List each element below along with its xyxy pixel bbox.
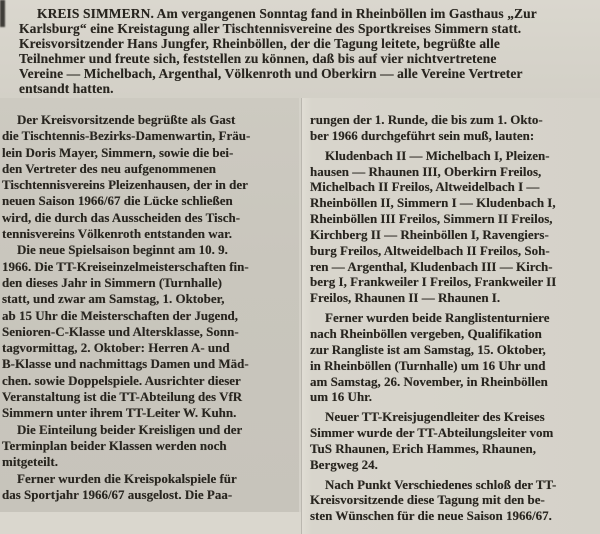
text-line: Die Einteilung beider Kreisligen und der — [17, 421, 243, 437]
text-line: tennisvereins Völkenroth entstanden war. — [2, 226, 232, 242]
text-line: am Samstag, 26. November, in Rheinböllen — [310, 373, 548, 389]
text-line: Senioren-C-Klasse und Altersklasse, Sonn- — [2, 323, 239, 339]
text-line: Freilos, Rhaunen II — Rhaunen I. — [310, 290, 501, 306]
text-line: burg Freilos, Altweidelbach II Freilos, Soh- — [310, 242, 550, 258]
text-line: Rheinböllen III Freilos, Simmern II Freilos, — [310, 211, 553, 227]
text-line: Vereine — Michelbach, Argenthal, Völkenroth und Oberkirn — alle Vereine Vertreter — [19, 66, 523, 81]
text-line: KREIS SIMMERN. Am vergangenen Sonntag fand in Rheinböllen im Gasthaus „Zur — [37, 6, 537, 21]
text-line: wird, die durch das Ausscheiden des Tisch- — [2, 209, 241, 225]
text-line: ber 1966 durchgeführt sein muß, lauten: — [310, 127, 535, 143]
text-line: neuen Saison 1966/67 die Lücke schließen — [2, 193, 233, 209]
text-line: Die neue Spielsaison beginnt am 10. 9. — [17, 242, 228, 258]
text-line: das Sportjahr 1966/67 ausgelost. Die Paa- — [2, 486, 233, 502]
scan-edge-artifact — [0, 0, 5, 27]
paragraph — [310, 310, 596, 405]
text-line: Der Kreisvorsitzende begrüßte als Gast — [17, 112, 236, 127]
text-line: Tischtennisvereins Pleizenhausen, der in der — [2, 177, 248, 193]
text-line: Neuer TT-Kreisjugendleiter des Kreises — [325, 409, 545, 425]
paper-background-bottom-margin — [0, 512, 301, 534]
right-column — [310, 112, 596, 524]
text-line: rungen der 1. Runde, die bis zum 1. Okto- — [310, 112, 543, 127]
text-line: Ferner wurden beide Ranglistenturniere — [325, 310, 550, 326]
text-line: Kreisvorsitzende diese Tagung mit den be- — [310, 492, 545, 508]
text-line: den dieses Jahr in Simmern (Turnhalle) — [2, 274, 222, 290]
text-line: nach Rheinböllen vergeben, Qualifikation — [310, 325, 542, 341]
paragraph — [310, 148, 596, 306]
text-line: Ferner wurden die Kreispokalspiele für — [17, 470, 237, 486]
paragraph — [2, 422, 292, 471]
text-line: lein Doris Mayer, Simmern, sowie die bei- — [2, 144, 234, 160]
text-line: Michelbach II Freilos, Altweidelbach I — — [310, 179, 540, 195]
text-line: TuS Rhaunen, Erich Hammes, Rhaunen, — [310, 440, 536, 456]
text-line: 1966. Die TT-Kreiseinzelmeisterschaften fin- — [2, 258, 249, 274]
text-line: Nach Punkt Verschiedenes schloß der TT- — [325, 476, 557, 492]
text-line: chen. sowie Doppelspiele. Ausrichter dieser — [2, 372, 241, 388]
lead-paragraph — [19, 6, 596, 96]
text-line: Kreisvorsitzender Hans Jungfer, Rheinböllen, der die Tagung leitete, begrüßte alle — [19, 36, 500, 51]
text-line: um 16 Uhr. — [310, 389, 373, 405]
paragraph — [310, 477, 596, 525]
text-line: Rheinböllen II, Simmern I — Kludenbach I, — [310, 195, 556, 211]
left-column — [2, 112, 292, 503]
text-line: Kirchberg II — Rheinböllen I, Ravengiers- — [310, 226, 549, 242]
text-line: entsandt hatten. — [19, 81, 114, 96]
text-line: berg I, Frankweiler I Freilos, Frankweiler II — [310, 274, 557, 290]
paragraph — [2, 112, 292, 242]
text-line: ren — Argenthal, Kludenbach III — Kirch- — [310, 258, 553, 274]
text-line: tagvormittag, 2. Oktober: Herren A- und — [2, 340, 230, 356]
text-line: die Tischtennis-Bezirks-Damenwartin, Fräu- — [2, 128, 251, 144]
paragraph — [310, 409, 596, 472]
text-line: mitgeteilt. — [2, 454, 58, 470]
text-line: Veranstaltung ist die TT-Abteilung des VfR — [2, 389, 243, 405]
text-line: Teilnehmer und freute sich, feststellen zu können, daß bis auf vier nichtvertretene — [19, 51, 497, 66]
text-line: den Vertreter des neu aufgenommenen — [2, 160, 217, 176]
text-line: Simmern unter ihrem TT-Leiter W. Kuhn. — [2, 405, 237, 421]
paragraph — [2, 471, 292, 504]
text-line: B-Klasse und nachmittags Damen und Mäd- — [2, 356, 249, 372]
text-line: hausen — Rhaunen III, Oberkirn Freilos, — [310, 163, 542, 179]
paragraph — [19, 6, 596, 96]
paragraph — [2, 242, 292, 421]
text-line: zur Rangliste ist am Samstag, 15. Oktober, — [310, 341, 546, 357]
text-line: statt, und zwar am Samstag, 1. Oktober, — [2, 291, 225, 307]
text-line: Terminplan beider Klassen werden noch — [2, 437, 227, 453]
paragraph — [310, 112, 596, 144]
text-line: ab 15 Uhr die Meisterschaften der Jugend, — [2, 307, 239, 323]
text-line: Bergweg 24. — [310, 456, 378, 472]
text-line: Kludenbach II — Michelbach I, Pleizen- — [325, 147, 550, 163]
text-line: Karlsburg“ eine Kreistagung aller Tischtennisvereine des Sportkreises Simmern statt. — [19, 21, 522, 36]
text-line: in Rheinböllen (Turnhalle) um 16 Uhr und — [310, 357, 546, 373]
text-line: sten Wünschen für die neue Saison 1966/67. — [310, 508, 552, 524]
text-line: Simmer wurde der TT-Abteilungsleiter vom — [310, 425, 554, 441]
